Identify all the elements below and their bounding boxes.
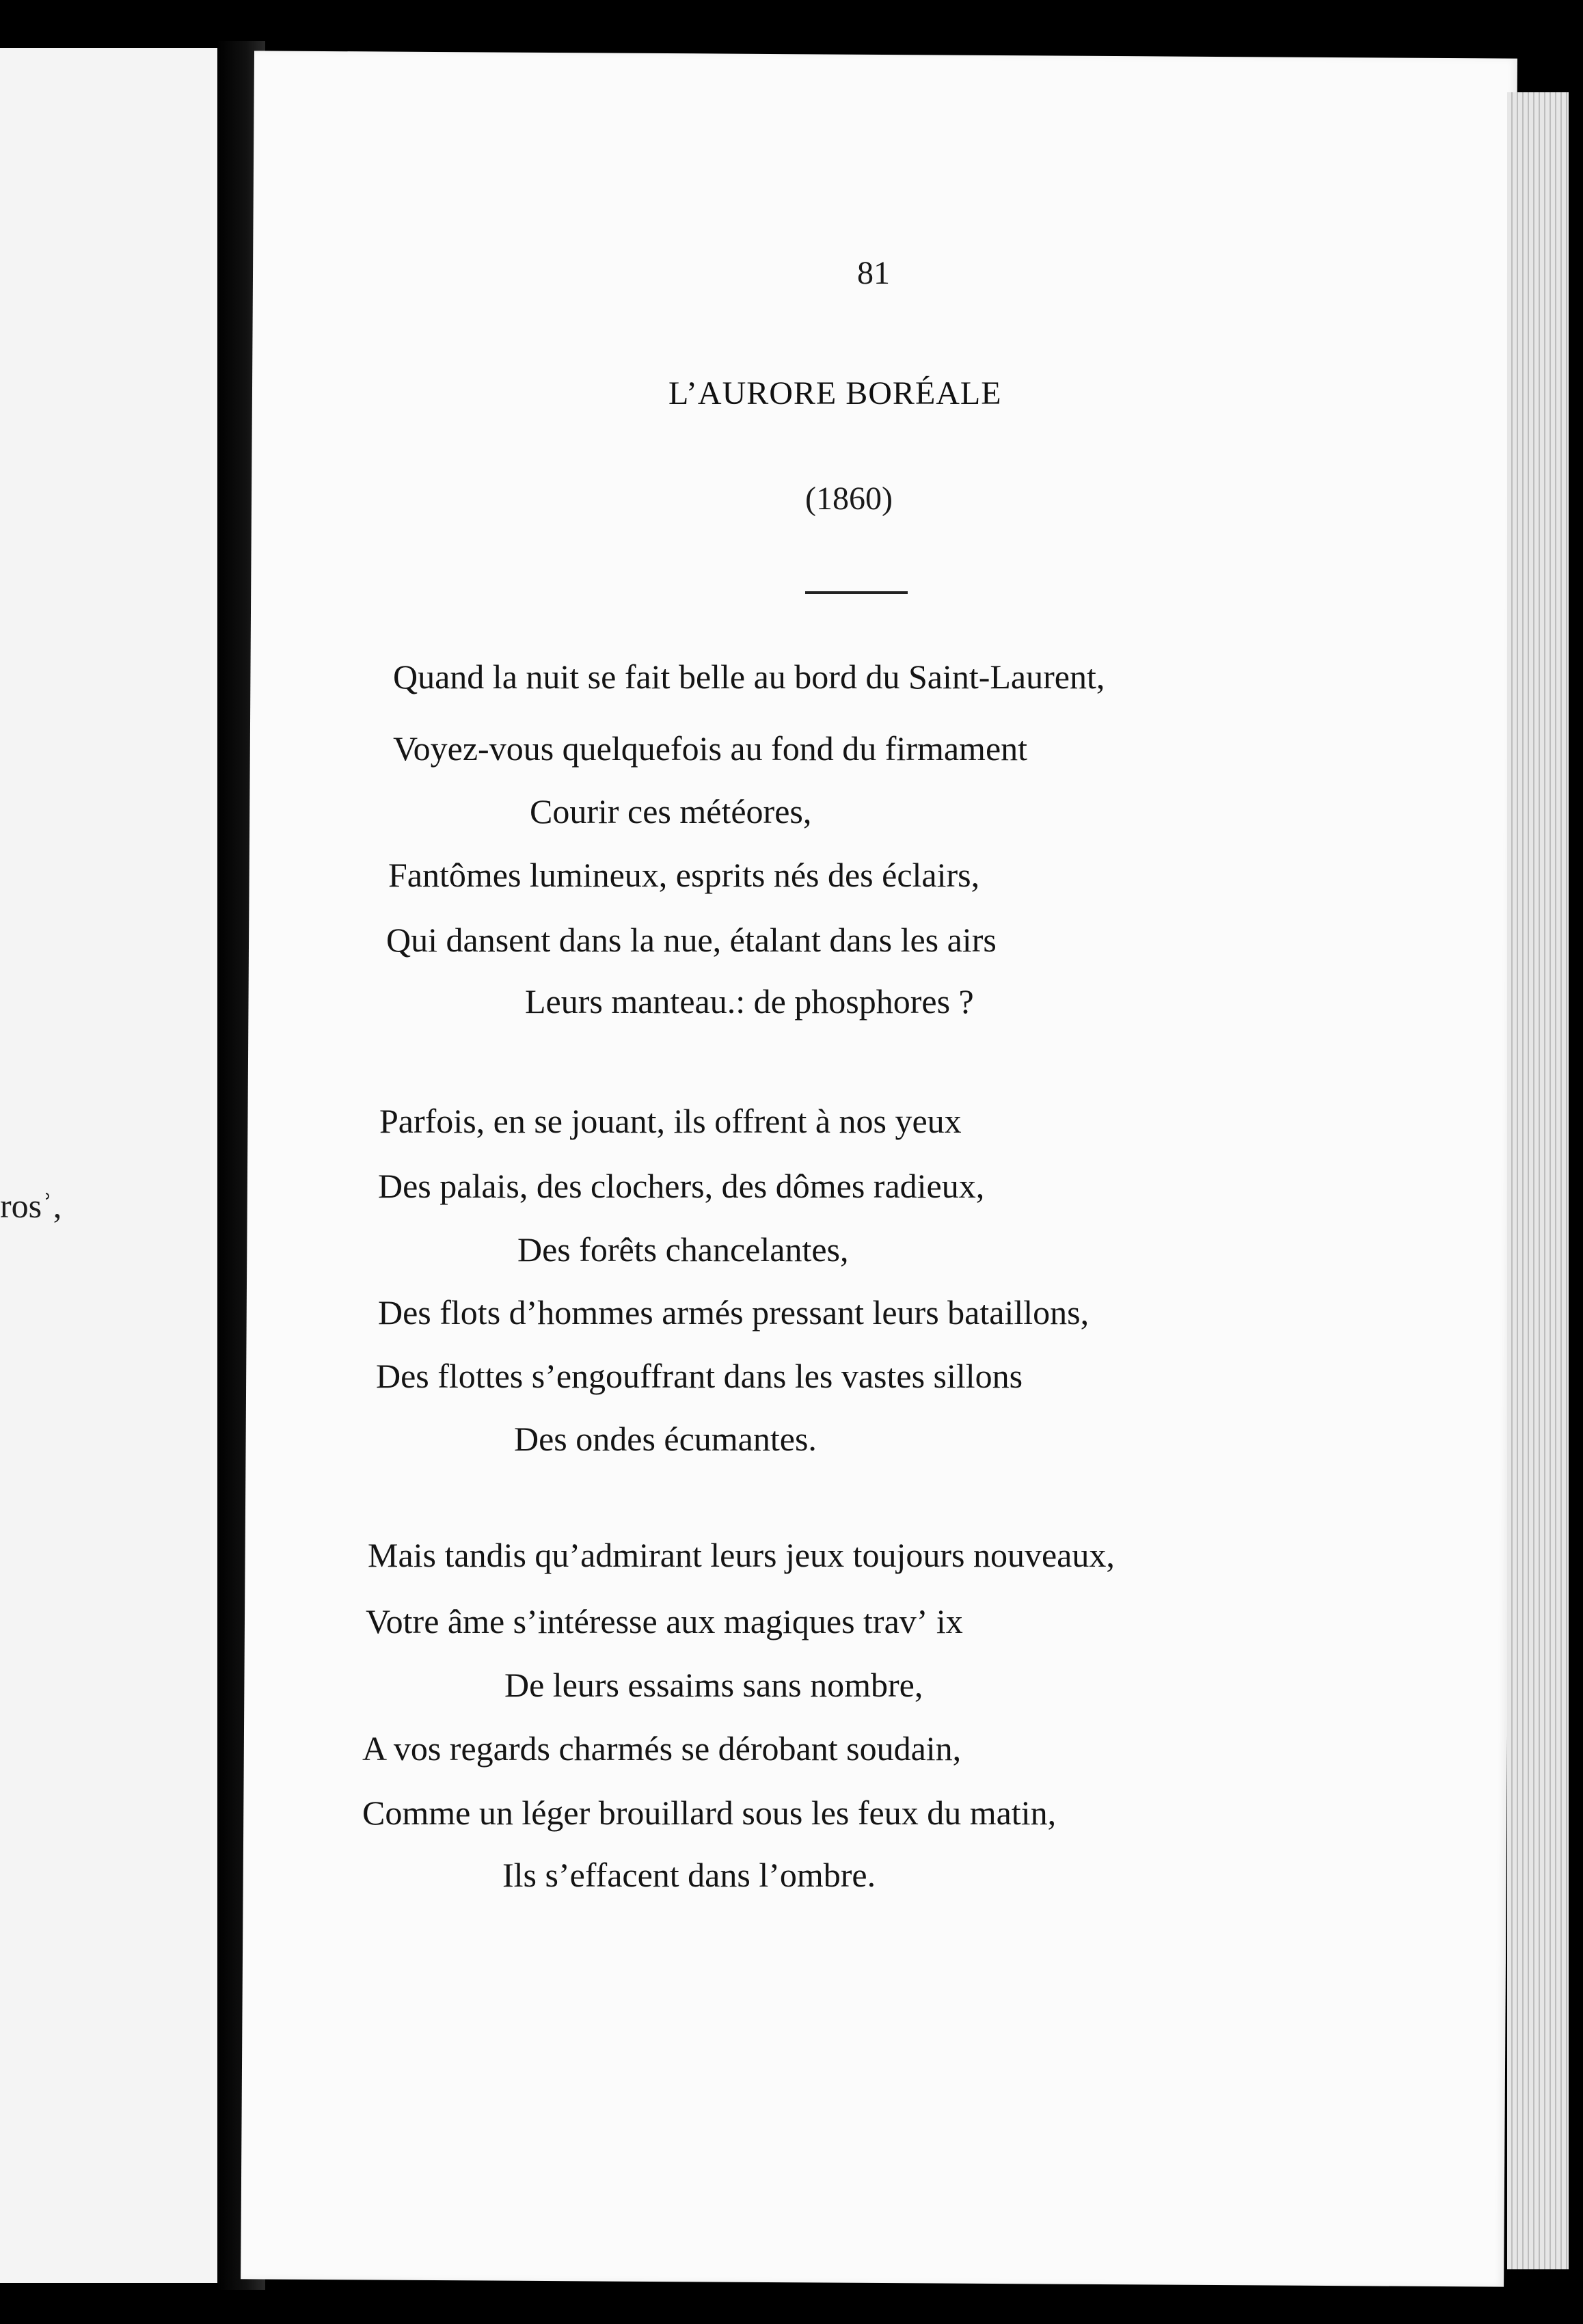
title-divider <box>805 591 908 594</box>
verse-line: Leurs manteau.: de phosphores ? <box>525 982 974 1021</box>
verse-line: Des flottes s’engouffrant dans les vastes sillons <box>376 1357 1023 1395</box>
previous-page <box>0 48 217 2283</box>
verse-line: De leurs essaims sans nombre, <box>504 1666 923 1704</box>
page-edge-stack <box>1507 92 1569 2269</box>
verse-line: A vos regards charmés se dérobant soudain, <box>362 1729 962 1768</box>
verse-line: Ils s’effacent dans l’ombre. <box>502 1856 876 1894</box>
verse-line: Qui dansent dans la nue, étalant dans les airs <box>386 921 997 959</box>
page-number: 81 <box>857 255 890 291</box>
verse-line: Quand la nuit se fait belle au bord du Saint-Laurent, <box>393 658 1105 696</box>
verse-line: Voyez-vous quelquefois au fond du firmament <box>393 729 1028 768</box>
verse-line: Votre âme s’intéresse aux magiques travʼ ix <box>366 1602 963 1640</box>
verse-line: Des forêts chancelantes, <box>517 1230 849 1269</box>
verse-line: Courir ces météores, <box>530 792 812 830</box>
poem-year: (1860) <box>805 481 893 517</box>
verse-line: Comme un léger brouillard sous les feux du matin, <box>362 1794 1057 1832</box>
previous-page-text-fragment: rosʾ, <box>0 1187 62 1225</box>
verse-line: Parfois, en se jouant, ils offrent à nos yeux <box>379 1102 962 1140</box>
verse-line: Des flots d’hommes armés pressant leurs bataillons, <box>378 1293 1090 1332</box>
poem-title: L’AURORE BORÉALE <box>668 375 1002 411</box>
verse-line: Des ondes écumantes. <box>514 1420 817 1458</box>
verse-line: Mais tandis qu’admirant leurs jeux toujours nouveaux, <box>368 1536 1115 1574</box>
verse-line: Des palais, des clochers, des dômes radieux, <box>378 1167 985 1205</box>
verse-line: Fantômes lumineux, esprits nés des éclairs, <box>388 856 980 894</box>
